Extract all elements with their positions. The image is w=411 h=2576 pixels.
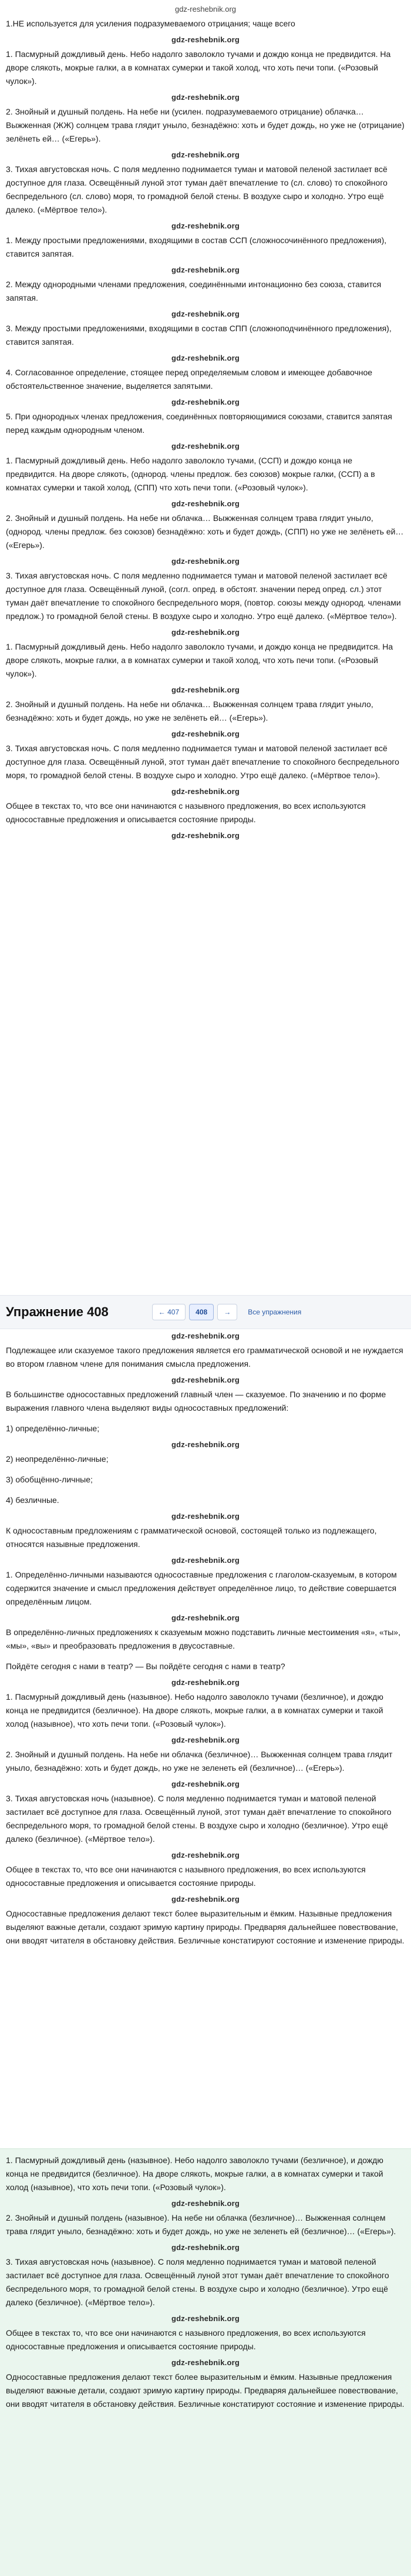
next-exercise-button[interactable] — [217, 1304, 237, 1320]
all-exercises-link[interactable]: Все упражнения — [248, 1308, 302, 1316]
solution-part-three-inner — [0, 2149, 411, 2576]
watermark: gdz-reshebnik.org — [171, 265, 240, 274]
text-line: К односоставным предложениям с грамматической основой, состоящей только из подлежащего, относятся назывные предложения. — [6, 1526, 377, 1549]
text-line: Общее в текстах то, что все они начинаются с назывного предложения, во всех используются односоставные предложения и описывается состояние природы. — [6, 2328, 366, 2351]
text-line: 2. Знойный и душный полдень (назывное). На небе ни облачка (безличное)… Выжженная солнцем трава глядит уныло, безнадёжно: хоть и будет дождь, но уже не зеленеть ей (безличное)… («Егерь»). — [6, 2213, 396, 2236]
watermark: gdz-reshebnik.org — [171, 1512, 240, 1521]
text-line: Подлежащее или сказуемое такого предложения является его грамматической основой и не нуждается во втором главном члене для понимания смысла предложения. — [6, 1346, 403, 1368]
text-line: 2. Знойный и душный полдень. На небе ни облачка (безличное)… Выжженная солнцем трава глядит уныло, безнадёжно: хоть и будет дождь, но уже не зеленеть ей (безличное)… («Егерь»). — [6, 1750, 393, 1773]
watermark: gdz-reshebnik.org — [171, 35, 240, 44]
text-line: 3. Тихая августовская ночь (назывное). С поля медленно поднимается туман и матовой пеленой застилает всё доступное для глаза. Освещённый луной, этот туман даёт впечатление то спокойного беспредельного моря, то громадной белой стены. В воздухе сыро и холодно (безличное). Утро ещё далеко (безличное). («Мёртвое тело»). — [6, 1794, 392, 1844]
text-line: В определённо-личных предложениях к сказуемым можно подставить личные местоимения «я», «ты», «мы», «вы» и преобразовать предложения в двусоставные. — [6, 1627, 400, 1650]
next-arrow-icon: → — [224, 1308, 231, 1316]
text-line: Односоставные предложения делают текст более выразительным и ёмким. Назывные предложения выделяют важные детали, создают зримую картину природы. Предваряя дальнейшее повествование, они вводят читателя в обстановку действия. Безличные констатируют состояние и изменение природы. — [6, 1909, 405, 1945]
watermark: gdz-reshebnik.org — [171, 442, 240, 450]
text-line: Общее в текстах то, что все они начинаются с назывного предложения, во всех используются односоставные предложения и описывается состояние природы. — [6, 801, 366, 824]
text-line: 2. Знойный и душный полдень. На небе ни облачка… Выжженная солнцем трава глядит уныло, безнадёжно: хоть и будет дождь, но уже не зелёнеть ей… («Егерь»). — [6, 700, 373, 722]
watermark: gdz-reshebnik.org — [171, 628, 240, 637]
text-line: 1. Пасмурный дождливый день. Небо надолго заволокло тучами, и дождю конца не предвидится. На дворе слякоть, мокрые галки, а в комнатах сумерки и такой холод, что хоть печи топи. («Розовый чулок»). — [6, 642, 393, 678]
watermark: gdz-reshebnik.org — [171, 2199, 240, 2208]
text-line: 3. Тихая августовская ночь. С поля медленно поднимается туман и матовой пеленой застилает всё доступное для глаза. Освещённый луной, (согл. опред. в обстоят. значении перед опред. сл.) этот туман даёт впечатление то спокойного беспредельного моря, (повтор. союзы между однород. членами предлож.) то громадной белой стены. В воздухе сыро и холодно. Утро ещё далеко. («Мёртвое тело»). — [6, 571, 401, 621]
watermark: gdz-reshebnik.org — [171, 1376, 240, 1384]
prev-label: ← 407 — [158, 1308, 180, 1316]
text-line: В большинстве односоставных предложений главный член — сказуемое. По значению и по форме выражения главного члена выделяют виды односоставных предложений: — [6, 1390, 386, 1413]
text-line: Пойдёте сегодня с нами в театр? — Вы пойдёте сегодня с нами в театр? — [6, 1662, 285, 1671]
exercise-title: Упражнение 408 — [6, 1304, 109, 1319]
text-line: 1. Пасмурный дождливый день (назывное). Небо надолго заволокло тучами (безличное), и дождю конца не предвидится (безличное). На дворе слякоть, мокрые галки, а в комнатах сумерки и такой холод (назывное), что хоть печи топи. («Розовый чулок»). — [6, 1692, 383, 1728]
watermark: gdz-reshebnik.org — [171, 1613, 240, 1622]
text-line: 1. Между простыми предложениями, входящими в состав ССП (сложносочинённого предложения), ставится запятая. — [6, 236, 387, 258]
text-line: 3. Между простыми предложениями, входящими в состав СПП (сложноподчинённого предложения), ставится запятая. — [6, 324, 392, 347]
text-line: 2. Знойный и душный полдень. На небе ни (усилен. подразумеваемого отрицание) облачка… Выжженная (ЖЖ) солнцем трава глядит уныло, безнадёжно: хоть и будет дождь, но уже не (отрицание) зелёнеть ей… («Егерь»). — [6, 107, 405, 143]
watermark: gdz-reshebnik.org — [171, 557, 240, 566]
watermark: gdz-reshebnik.org — [171, 499, 240, 508]
watermark: gdz-reshebnik.org — [171, 1895, 240, 1904]
watermark: gdz-reshebnik.org — [171, 2358, 240, 2367]
text-line: 2. Между однородными членами предложения, соединёнными интонационно без союза, ставится запятая. — [6, 280, 382, 302]
watermark: gdz-reshebnik.org — [171, 150, 240, 159]
solution-part-two — [0, 1329, 411, 2148]
text-line: 4) безличные. — [6, 1495, 59, 1505]
exercise-header — [0, 1295, 411, 1329]
watermark: gdz-reshebnik.org — [171, 93, 240, 102]
watermark: gdz-reshebnik.org — [171, 1851, 240, 1859]
watermark: gdz-reshebnik.org — [171, 1556, 240, 1565]
text-line: 1.НЕ используется для усиления подразумеваемого отрицания; чаще всего — [6, 19, 295, 28]
watermark: gdz-reshebnik.org — [171, 1736, 240, 1744]
watermark: gdz-reshebnik.org — [171, 729, 240, 738]
text-line: 5. При однородных членах предложения, соединённых повторяющимися союзами, ставится запятая перед каждым однородным членом. — [6, 412, 392, 435]
site-title[interactable]: gdz-reshebnik.org — [174, 5, 237, 14]
text-line: 3. Тихая августовская ночь. С поля медленно поднимается туман и матовой пеленой застилает всё доступное для глаза. Освещённый луной, этот туман даёт впечатление то спокойного беспредельного моря, то громадной белой стены. В воздухе сыро и холодно. Утро ещё далеко. («Мёртвое тело»). — [6, 744, 399, 780]
watermark: gdz-reshebnik.org — [171, 787, 240, 796]
watermark: gdz-reshebnik.org — [171, 354, 240, 362]
text-line: 1. Пасмурный дождливый день. Небо надолго заволокло тучами, (ССП) и дождю конца не предвидится. На дворе слякоть, (однород. члены предлож. без союзов) мокрые галки, (ССП) а в комнатах сумерки и такой холод, (СПП) что хоть печи топи. («Розовый чулок»). — [6, 456, 375, 492]
exercise-pager — [152, 1304, 241, 1320]
text-line: 1. Пасмурный дождливый день. Небо надолго заволокло тучами и дождю конца не предвидится. На дворе слякоть, мокрые галки, а в комнатах сумерки и такой холод, что хоть печи топи. («Розовый чулок»). — [6, 49, 391, 86]
text-line: 3. Тихая августовская ночь. С поля медленно поднимается туман и матовой пеленой застилает всё доступное для глаза. Освещённый луной этот туман даёт впечатление то (сл. слово) то спокойного беспредельного (сл. слово) моря, то громадной белой стены. В воздухе сыро и холодно. Утро ещё далеко. («Мёртвое тело»). — [6, 164, 388, 214]
text-line: 2. Знойный и душный полдень. На небе ни облачка… Выжженная солнцем трава глядит уныло, (однород. члены предлож. без союзов) безнадёжно: хоть и будет дождь, (СПП) но уже не зелёнеть ей… («Егерь»). — [6, 513, 404, 550]
text-line: 4. Согласованное определение, стоящее перед определяемым словом и имеющее добавочное обстоятельственное значение, выделяется запятыми. — [6, 368, 373, 391]
text-line: 1. Пасмурный дождливый день (назывное). Небо надолго заволокло тучами (безличное), и дождю конца не предвидится (безличное). На дворе слякоть, мокрые галки, а в комнатах сумерки и такой холод (назывное), что хоть печи топи. («Розовый чулок»). — [6, 2155, 383, 2192]
watermark: gdz-reshebnik.org — [171, 398, 240, 406]
prev-exercise-button[interactable] — [152, 1304, 186, 1320]
text-line: 3) обобщённо-личные; — [6, 1475, 93, 1484]
text-line: Общее в текстах то, что все они начинаются с назывного предложения, во всех используются односоставные предложения и описывается состояние природы. — [6, 1865, 366, 1888]
text-line: 3. Тихая августовская ночь (назывное). С поля медленно поднимается туман и матовой пеленой застилает всё доступное для глаза. Освещённый луной этот туман даёт впечатление то спокойного беспредельного моря, то громадной белой стены. В воздухе сыро и холодно (безличное). Утро ещё далеко (безличное). («Мёртвое тело»). — [6, 2257, 389, 2307]
watermark: gdz-reshebnik.org — [171, 685, 240, 694]
watermark: gdz-reshebnik.org — [171, 2243, 240, 2252]
solution-part-three — [0, 2148, 411, 2576]
watermark: gdz-reshebnik.org — [171, 1331, 240, 1340]
text-line: 2) неопределённо-личные; — [6, 1454, 109, 1464]
watermark: gdz-reshebnik.org — [171, 1678, 240, 1687]
current-exercise-button[interactable] — [189, 1304, 214, 1320]
watermark: gdz-reshebnik.org — [171, 831, 240, 840]
watermark: gdz-reshebnik.org — [171, 221, 240, 230]
text-line: 1) определённо-личные; — [6, 1424, 100, 1433]
text-line: Односоставные предложения делают текст более выразительным и ёмким. Назывные предложения выделяют важные детали, создают зримую картину природы. Предваряя дальнейшее повествование, они вводят читателя в обстановку действия. Безличные констатируют состояние и изменение природы. — [6, 2372, 405, 2409]
watermark: gdz-reshebnik.org — [171, 1440, 240, 1449]
current-label: 408 — [196, 1308, 208, 1316]
watermark: gdz-reshebnik.org — [171, 310, 240, 318]
text-line: 1. Определённо-личными называются односоставные предложения с глаголом-сказуемым, в котором содержится значение и смысл предложения действует определённое лицо, то действие совершается определённым лицом. — [6, 1570, 397, 1606]
watermark: gdz-reshebnik.org — [171, 2314, 240, 2323]
watermark: gdz-reshebnik.org — [171, 1780, 240, 1788]
